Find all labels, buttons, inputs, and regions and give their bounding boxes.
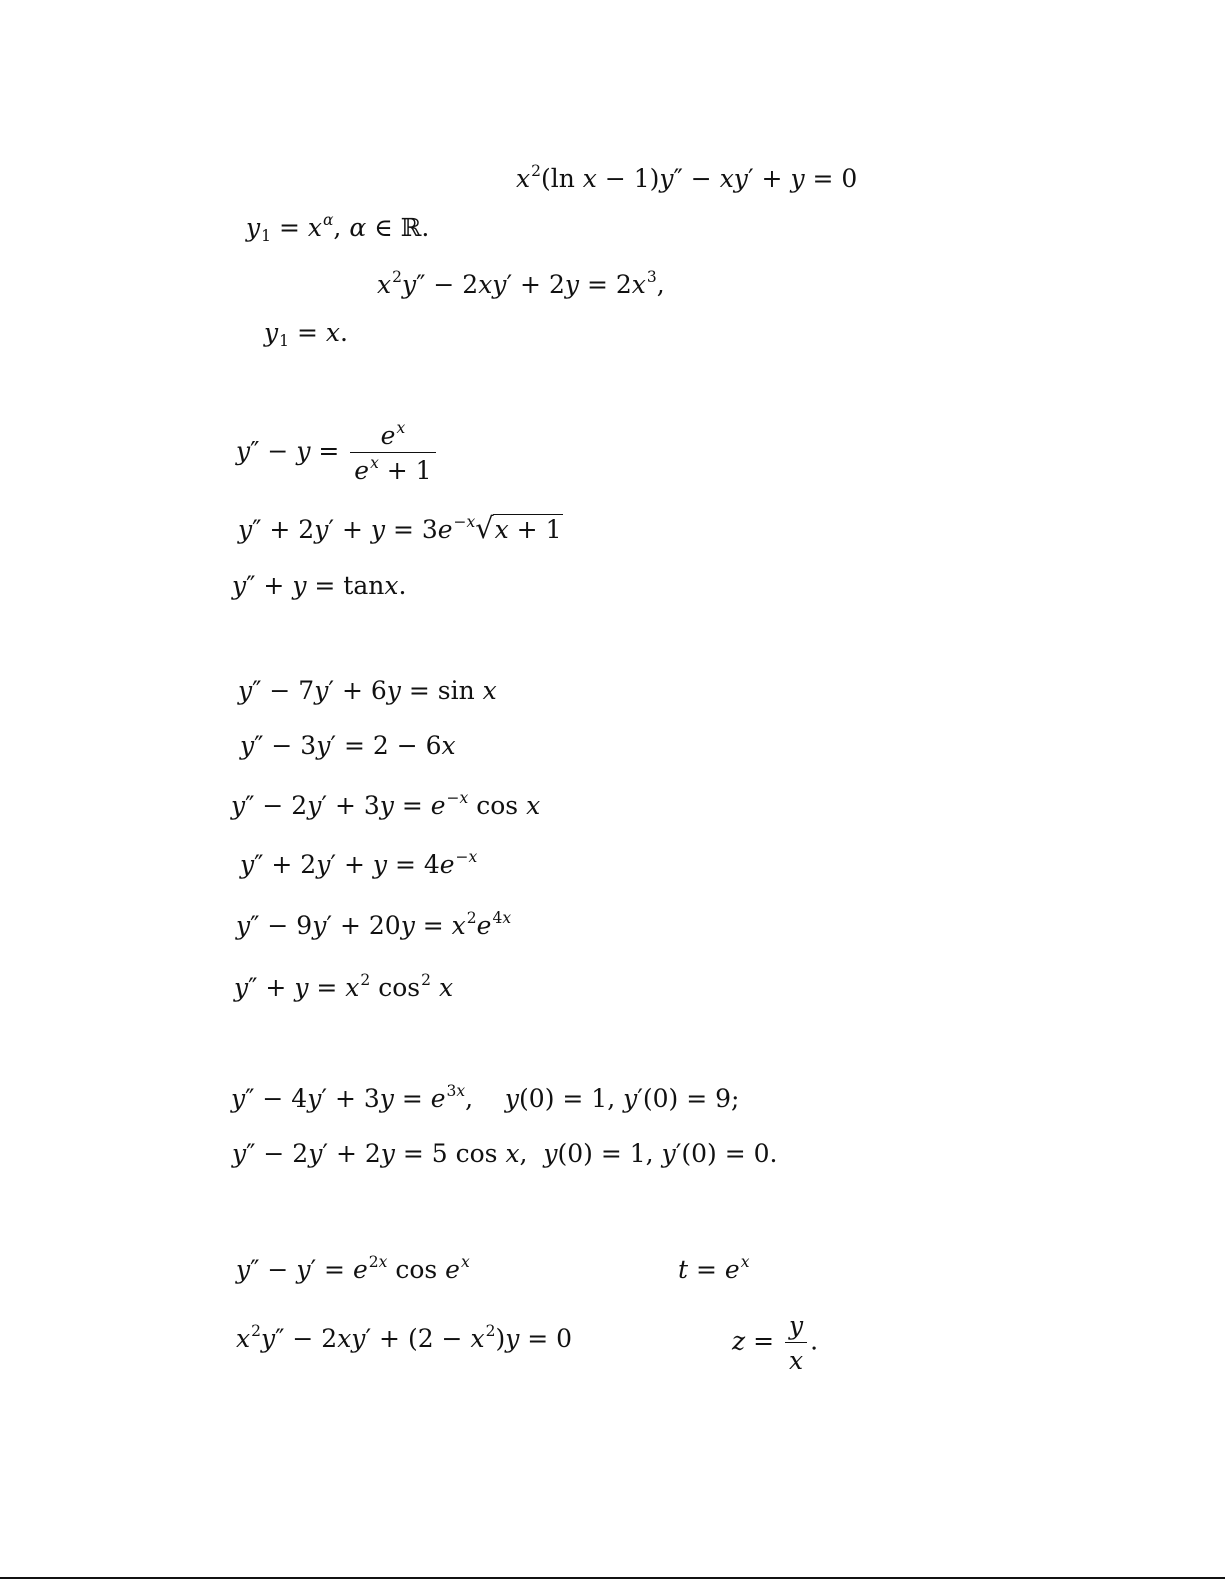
fraction: $\frac{y}{x}$ <box>785 1313 807 1373</box>
fraction: $\frac{e^x}{e^x + 1}$ <box>350 423 435 483</box>
equation-12: $y'' - 4y' + 3y = e^{3x}$, y(0) = 1, y′(0) = 9; <box>231 1081 740 1113</box>
equation-15: $x^2y'' - 2xy' + (2 - x^2)y = 0$ <box>236 1321 573 1353</box>
equation-1-hint: $y_1 = x^\alpha$, α ∈ ℝ. <box>246 210 430 246</box>
sqrt-symbol: √ <box>475 511 494 545</box>
equation-6: y″ − 7y′ + 6y = sin x <box>238 676 497 705</box>
equation-11: $y'' + y = x^2$ $\cos^2 x$ <box>234 970 454 1002</box>
page-bottom-rule <box>0 1577 1225 1579</box>
equation-1: $x^2(\ln$ x − 1)y″ − xy′ + y = 0 <box>516 161 858 193</box>
equation-5: y″ + y = tanx. <box>232 571 407 600</box>
equation-9: $y'' + 2y' + y = 4e^{-x}$ <box>240 847 478 879</box>
equation-14-substitution: $t = e^x$ <box>678 1252 750 1284</box>
equation-14: $y'' - y' = e^{2x}$ $\cos e^x$ <box>236 1252 470 1284</box>
equation-4: $y'' + 2y' + y = 3e^{-x}√x + 1$ <box>238 511 562 545</box>
equation-2: $x^2y'' - 2xy' + 2y = 2x^3$, <box>377 267 665 299</box>
equation-10: $y'' - 9y' + 20y = x^2e^{4x}$ <box>236 908 512 940</box>
equation-8: $y'' - 2y' + 3y = e^{-x}$ cos x <box>231 788 541 820</box>
equation-15-substitution: z = $\frac{y}{x}$ . <box>732 1311 819 1375</box>
equation-13: y″ − 2y′ + 2y = 5 cos x, y(0) = 1, y′(0) = 0. <box>232 1139 778 1168</box>
equation-3: y″ − y = $\frac{e^x}{e^x + 1}$ <box>236 423 439 483</box>
equation-2-hint: $y_1 = x$. <box>264 318 348 351</box>
equation-7: y″ − 3y′ = 2 − 6x <box>240 731 456 760</box>
